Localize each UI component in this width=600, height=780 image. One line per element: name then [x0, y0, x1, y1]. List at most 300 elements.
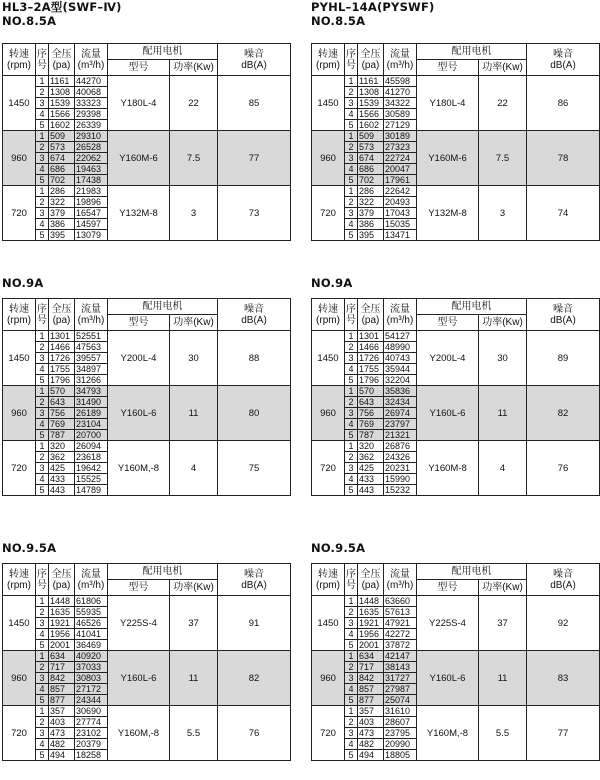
flow-cell: 45598 [384, 76, 417, 87]
pressure-cell: 1755 [49, 364, 75, 375]
pressure-cell: 1726 [358, 353, 384, 364]
pressure-cell: 643 [49, 397, 75, 408]
flow-cell: 22642 [384, 186, 417, 197]
col-flow [384, 299, 417, 331]
col-noise-unit: dB(A) [550, 59, 576, 71]
flow-cell: 17438 [75, 175, 108, 186]
flow-cell: 22062 [75, 153, 108, 164]
col-motor: 配用电机 [417, 299, 527, 315]
flow-cell: 26528 [75, 142, 108, 153]
seq-cell: 5 [345, 375, 358, 386]
pressure-cell: 1956 [358, 629, 384, 640]
pressure-cell: 573 [49, 142, 75, 153]
flow-cell: 27129 [384, 120, 417, 131]
pressure-cell: 286 [358, 186, 384, 197]
flow-cell: 19642 [75, 463, 108, 474]
seq-cell: 5 [36, 175, 49, 186]
pressure-cell: 686 [358, 164, 384, 175]
flow-cell: 42147 [384, 651, 417, 662]
col-seq-unit: 号 [346, 59, 356, 71]
power-cell: 30 [479, 331, 527, 386]
seq-cell: 2 [36, 197, 49, 208]
col-seq-unit: 号 [37, 579, 47, 591]
flow-cell: 21983 [75, 186, 108, 197]
col-power: 功率(Kw) [170, 315, 218, 331]
flow-cell: 39557 [75, 353, 108, 364]
col-seq [345, 299, 358, 331]
col-flow-unit: (m³/h) [386, 314, 414, 326]
flow-cell: 27172 [75, 684, 108, 695]
seq-cell: 3 [345, 153, 358, 164]
performance-table [2, 563, 291, 761]
flow-cell: 41270 [384, 87, 417, 98]
pressure-cell: 769 [358, 419, 384, 430]
col-speed-label: 转速 [318, 568, 338, 580]
seq-cell: 5 [345, 485, 358, 496]
power-cell: 37 [479, 596, 527, 651]
flow-cell: 13471 [384, 230, 417, 241]
seq-cell: 5 [36, 695, 49, 706]
flow-cell: 14597 [75, 219, 108, 230]
flow-cell: 24344 [75, 695, 108, 706]
col-seq-label: 序 [37, 303, 47, 315]
col-pressure [358, 299, 384, 331]
noise-cell: 91 [218, 596, 291, 651]
table-block-hl3-no85a [2, 0, 290, 258]
col-seq-label: 序 [37, 48, 47, 60]
flow-cell: 37872 [384, 640, 417, 651]
col-flow [384, 564, 417, 596]
pressure-cell: 443 [358, 485, 384, 496]
seq-cell: 3 [36, 463, 49, 474]
pressure-cell: 702 [358, 175, 384, 186]
flow-cell: 26189 [75, 408, 108, 419]
pressure-cell: 1755 [358, 364, 384, 375]
col-flow [75, 564, 108, 596]
flow-cell: 23618 [75, 452, 108, 463]
flow-cell: 35944 [384, 364, 417, 375]
seq-cell: 2 [345, 397, 358, 408]
table-row [3, 76, 291, 87]
pressure-cell: 379 [358, 208, 384, 219]
model-cell: Y200L-4 [108, 331, 170, 386]
pressure-cell: 357 [358, 706, 384, 717]
pressure-cell: 1602 [358, 120, 384, 131]
flow-cell: 34793 [75, 386, 108, 397]
block-title: NO.9A [2, 276, 44, 290]
seq-cell: 4 [36, 629, 49, 640]
col-model: 型号 [108, 315, 170, 331]
speed-cell: 960 [3, 386, 36, 441]
pressure-cell: 1161 [49, 76, 75, 87]
power-cell: 5.5 [479, 706, 527, 761]
flow-cell: 13079 [75, 230, 108, 241]
col-model: 型号 [417, 580, 479, 596]
noise-cell: 76 [527, 441, 600, 496]
col-speed-label: 转速 [9, 48, 29, 60]
seq-cell: 2 [36, 142, 49, 153]
col-noise-unit: dB(A) [550, 314, 576, 326]
flow-cell: 27987 [384, 684, 417, 695]
noise-cell: 86 [527, 76, 600, 131]
col-seq-unit: 号 [37, 59, 47, 71]
flow-cell: 15990 [384, 474, 417, 485]
seq-cell: 2 [345, 197, 358, 208]
col-seq [36, 564, 49, 596]
model-cell: Y225S-4 [108, 596, 170, 651]
pressure-cell: 842 [358, 673, 384, 684]
col-pressure [358, 44, 384, 76]
seq-cell: 3 [36, 673, 49, 684]
pressure-cell: 769 [49, 419, 75, 430]
col-pressure-label: 全压 [51, 303, 72, 315]
col-pressure-unit: (pa) [361, 59, 380, 71]
seq-cell: 1 [345, 596, 358, 607]
col-noise-label: 噪音 [553, 48, 573, 60]
noise-cell: 76 [218, 706, 291, 761]
flow-cell: 19463 [75, 164, 108, 175]
pressure-cell: 1921 [49, 618, 75, 629]
table-row [3, 186, 291, 197]
pressure-cell: 395 [49, 230, 75, 241]
seq-cell: 5 [345, 175, 358, 186]
pressure-cell: 1539 [358, 98, 384, 109]
pressure-cell: 320 [49, 441, 75, 452]
seq-cell: 1 [36, 706, 49, 717]
block-title: PYHL–14A(PYSWF) [311, 0, 435, 14]
seq-cell: 2 [36, 452, 49, 463]
table-row [312, 331, 600, 342]
performance-table [311, 298, 600, 496]
col-noise-label: 噪音 [553, 568, 573, 580]
power-cell: 37 [170, 596, 218, 651]
noise-cell: 80 [218, 386, 291, 441]
performance-table [2, 43, 291, 241]
pressure-cell: 634 [49, 651, 75, 662]
flow-cell: 32434 [384, 397, 417, 408]
flow-cell: 40920 [75, 651, 108, 662]
col-power: 功率(Kw) [170, 60, 218, 76]
power-cell: 30 [170, 331, 218, 386]
col-pressure-unit: (pa) [361, 579, 380, 591]
speed-cell: 720 [3, 186, 36, 241]
seq-cell: 3 [36, 728, 49, 739]
flow-cell: 15232 [384, 485, 417, 496]
model-cell: Y160L-6 [417, 386, 479, 441]
power-cell: 11 [170, 651, 218, 706]
table-row [312, 186, 600, 197]
seq-cell: 1 [36, 76, 49, 87]
seq-cell: 3 [345, 408, 358, 419]
seq-cell: 3 [345, 353, 358, 364]
noise-cell: 78 [527, 131, 600, 186]
block-title: HL3–2A型(SWF–Ⅳ) [2, 0, 122, 14]
table-row [3, 596, 291, 607]
model-cell: Y180L-4 [417, 76, 479, 131]
seq-cell: 3 [345, 673, 358, 684]
pressure-cell: 857 [358, 684, 384, 695]
power-cell: 22 [170, 76, 218, 131]
col-noise [218, 44, 291, 76]
flow-cell: 52551 [75, 331, 108, 342]
col-motor: 配用电机 [417, 564, 527, 580]
flow-cell: 18258 [75, 750, 108, 761]
pressure-cell: 494 [49, 750, 75, 761]
flow-cell: 26094 [75, 441, 108, 452]
col-power: 功率(Kw) [479, 315, 527, 331]
power-cell: 4 [170, 441, 218, 496]
col-seq-label: 序 [37, 568, 47, 580]
pressure-cell: 787 [49, 430, 75, 441]
seq-cell: 3 [36, 153, 49, 164]
col-flow [384, 44, 417, 76]
pressure-cell: 379 [49, 208, 75, 219]
pressure-cell: 1301 [358, 331, 384, 342]
flow-cell: 40068 [75, 87, 108, 98]
flow-cell: 23795 [384, 728, 417, 739]
pressure-cell: 1161 [358, 76, 384, 87]
pressure-cell: 509 [49, 131, 75, 142]
col-motor: 配用电机 [417, 44, 527, 60]
col-seq-unit: 号 [37, 314, 47, 326]
seq-cell: 1 [36, 186, 49, 197]
noise-cell: 77 [527, 706, 600, 761]
seq-cell: 4 [345, 419, 358, 430]
noise-cell: 85 [218, 76, 291, 131]
pressure-cell: 1448 [358, 596, 384, 607]
flow-cell: 20231 [384, 463, 417, 474]
seq-cell: 5 [345, 640, 358, 651]
table-row [3, 651, 291, 662]
flow-cell: 29310 [75, 131, 108, 142]
col-flow-label: 流量 [81, 303, 101, 315]
pressure-cell: 756 [49, 408, 75, 419]
seq-cell: 1 [345, 386, 358, 397]
seq-cell: 5 [345, 750, 358, 761]
flow-cell: 19896 [75, 197, 108, 208]
seq-cell: 4 [345, 109, 358, 120]
col-speed-label: 转速 [318, 48, 338, 60]
noise-cell: 82 [527, 386, 600, 441]
flow-cell: 47563 [75, 342, 108, 353]
seq-cell: 2 [36, 342, 49, 353]
flow-cell: 42272 [384, 629, 417, 640]
block-title: NO.9.5A [311, 541, 366, 555]
flow-cell: 20700 [75, 430, 108, 441]
table-row [312, 706, 600, 717]
table-row [312, 596, 600, 607]
table-row [312, 386, 600, 397]
performance-table [311, 43, 600, 241]
power-cell: 4 [479, 441, 527, 496]
seq-cell: 4 [36, 684, 49, 695]
pressure-cell: 573 [358, 142, 384, 153]
col-model: 型号 [108, 60, 170, 76]
col-flow-label: 流量 [390, 303, 410, 315]
seq-cell: 3 [36, 208, 49, 219]
speed-cell: 1450 [312, 596, 345, 651]
speed-cell: 960 [312, 131, 345, 186]
flow-cell: 30690 [75, 706, 108, 717]
pressure-cell: 1301 [49, 331, 75, 342]
power-cell: 11 [479, 386, 527, 441]
seq-cell: 2 [345, 142, 358, 153]
seq-cell: 2 [36, 87, 49, 98]
speed-cell: 1450 [312, 331, 345, 386]
pressure-cell: 1539 [49, 98, 75, 109]
flow-cell: 24326 [384, 452, 417, 463]
pressure-cell: 787 [358, 430, 384, 441]
pressure-cell: 357 [49, 706, 75, 717]
table-block-pyhl-no85a [311, 0, 599, 258]
table-row [312, 651, 600, 662]
flow-cell: 30589 [384, 109, 417, 120]
col-flow-unit: (m³/h) [77, 579, 105, 591]
pressure-cell: 395 [358, 230, 384, 241]
seq-cell: 1 [36, 651, 49, 662]
table-row [3, 441, 291, 452]
pressure-cell: 1308 [358, 87, 384, 98]
speed-cell: 720 [312, 186, 345, 241]
col-pressure [358, 564, 384, 596]
flow-cell: 17043 [384, 208, 417, 219]
col-motor: 配用电机 [108, 299, 218, 315]
model-cell: Y200L-4 [417, 331, 479, 386]
pressure-cell: 1921 [358, 618, 384, 629]
col-flow-label: 流量 [81, 568, 101, 580]
col-pressure [49, 564, 75, 596]
pressure-cell: 322 [49, 197, 75, 208]
seq-cell: 5 [345, 695, 358, 706]
seq-cell: 1 [345, 131, 358, 142]
col-noise [527, 564, 600, 596]
seq-cell: 4 [36, 474, 49, 485]
seq-cell: 2 [36, 607, 49, 618]
noise-cell: 92 [527, 596, 600, 651]
col-seq [345, 44, 358, 76]
pressure-cell: 717 [49, 662, 75, 673]
pressure-cell: 1448 [49, 596, 75, 607]
pressure-cell: 1308 [49, 87, 75, 98]
col-seq-label: 序 [346, 48, 356, 60]
seq-cell: 4 [36, 219, 49, 230]
flow-cell: 20047 [384, 164, 417, 175]
flow-cell: 25074 [384, 695, 417, 706]
noise-cell: 74 [527, 186, 600, 241]
power-cell: 7.5 [170, 131, 218, 186]
seq-cell: 3 [36, 408, 49, 419]
seq-cell: 4 [36, 164, 49, 175]
pressure-cell: 877 [358, 695, 384, 706]
pressure-cell: 570 [358, 386, 384, 397]
seq-cell: 1 [345, 651, 358, 662]
pressure-cell: 842 [49, 673, 75, 684]
flow-cell: 27774 [75, 717, 108, 728]
col-speed-label: 转速 [9, 303, 29, 315]
noise-cell: 77 [218, 131, 291, 186]
model-cell: Y160M,-8 [108, 441, 170, 496]
seq-cell: 4 [345, 684, 358, 695]
flow-cell: 57613 [384, 607, 417, 618]
pressure-cell: 702 [49, 175, 75, 186]
pressure-cell: 1566 [49, 109, 75, 120]
pressure-cell: 320 [358, 441, 384, 452]
speed-cell: 720 [3, 706, 36, 761]
table-row [312, 441, 600, 452]
model-cell: Y160M,-8 [417, 706, 479, 761]
pressure-cell: 643 [358, 397, 384, 408]
col-noise [527, 44, 600, 76]
flow-cell: 21321 [384, 430, 417, 441]
performance-table [2, 298, 291, 496]
pressure-cell: 1796 [358, 375, 384, 386]
flow-cell: 32204 [384, 375, 417, 386]
col-motor: 配用电机 [108, 564, 218, 580]
seq-cell: 4 [345, 364, 358, 375]
col-flow-unit: (m³/h) [77, 59, 105, 71]
pressure-cell: 1466 [49, 342, 75, 353]
seq-cell: 4 [345, 164, 358, 175]
speed-cell: 960 [312, 386, 345, 441]
flow-cell: 26974 [384, 408, 417, 419]
seq-cell: 3 [36, 618, 49, 629]
pressure-cell: 717 [358, 662, 384, 673]
noise-cell: 73 [218, 186, 291, 241]
seq-cell: 5 [36, 485, 49, 496]
power-cell: 5.5 [170, 706, 218, 761]
seq-cell: 2 [345, 87, 358, 98]
speed-cell: 960 [3, 131, 36, 186]
seq-cell: 5 [345, 430, 358, 441]
seq-cell: 3 [345, 463, 358, 474]
col-model: 型号 [108, 580, 170, 596]
table-block-no9a-right [311, 276, 599, 514]
flow-cell: 61806 [75, 596, 108, 607]
power-cell: 3 [170, 186, 218, 241]
col-speed-unit: (rpm) [316, 59, 340, 71]
seq-cell: 1 [345, 441, 358, 452]
pressure-cell: 1566 [358, 109, 384, 120]
pressure-cell: 386 [358, 219, 384, 230]
flow-cell: 54127 [384, 331, 417, 342]
pressure-cell: 494 [358, 750, 384, 761]
flow-cell: 30803 [75, 673, 108, 684]
table-block-no9a-left [2, 276, 290, 514]
seq-cell: 4 [36, 109, 49, 120]
col-pressure-unit: (pa) [52, 314, 71, 326]
block-title: NO.9.5A [2, 541, 57, 555]
model-cell: Y160L-6 [108, 651, 170, 706]
flow-cell: 20493 [384, 197, 417, 208]
table-row [3, 706, 291, 717]
flow-cell: 26339 [75, 120, 108, 131]
col-speed-unit: (rpm) [7, 579, 31, 591]
col-noise-unit: dB(A) [241, 579, 267, 591]
pressure-cell: 674 [49, 153, 75, 164]
col-noise-label: 噪音 [244, 48, 264, 60]
pressure-cell: 686 [49, 164, 75, 175]
seq-cell: 4 [345, 739, 358, 750]
col-flow-unit: (m³/h) [77, 314, 105, 326]
seq-cell: 4 [345, 474, 358, 485]
col-noise-label: 噪音 [244, 303, 264, 315]
seq-cell: 5 [345, 120, 358, 131]
seq-cell: 1 [345, 331, 358, 342]
seq-cell: 5 [36, 230, 49, 241]
seq-cell: 3 [345, 618, 358, 629]
col-pressure [49, 44, 75, 76]
performance-table [311, 563, 600, 761]
